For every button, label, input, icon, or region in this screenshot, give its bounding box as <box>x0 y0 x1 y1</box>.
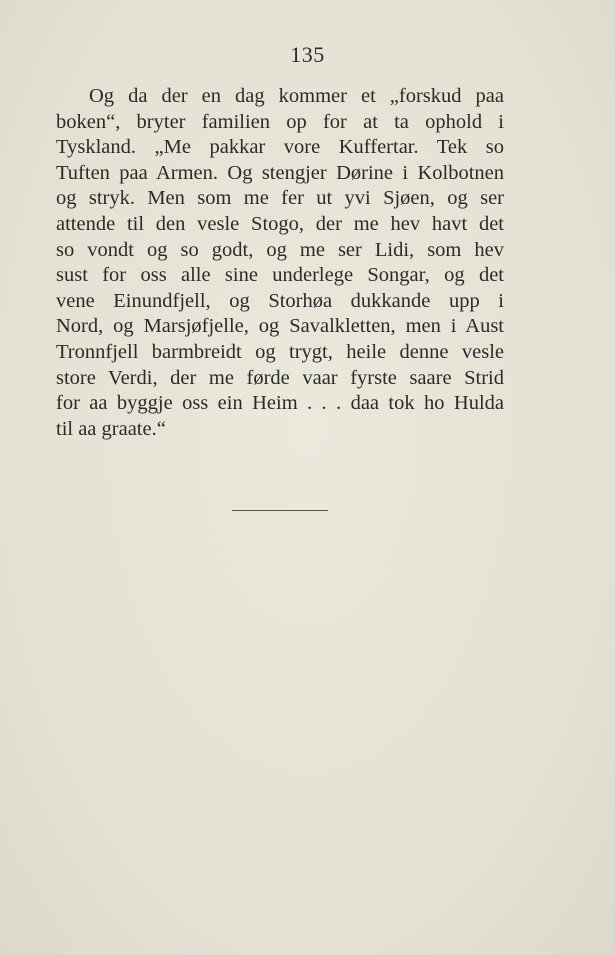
text-line: Tronnfjell barmbreidt og trygt, heile denne vesle <box>56 340 504 363</box>
body-paragraph <box>56 84 504 442</box>
text-line: sust for oss alle sine underlege Songar, og det <box>56 264 504 287</box>
text-line: so vondt og so godt, og me ser Lidi, som hev <box>56 238 504 261</box>
text-line: Nord, og Marsjøfjelle, og Savalkletten, men i Aust <box>56 315 504 338</box>
text-line: store Verdi, der me førde vaar fyrste saare Strid <box>56 366 504 389</box>
page-number: 135 <box>290 42 325 67</box>
text-line: boken“, bryter familien op for at ta ophold i <box>56 110 504 133</box>
text-line: Og da der en dag kommer et „forskud paa <box>89 85 504 107</box>
text-line: til aa graate.“ <box>56 417 166 440</box>
text-line: attende til den vesle Stogo, der me hev havt det <box>56 212 504 235</box>
text-line: Tuften paa Armen. Og stengjer Dørine i Kolbotnen <box>56 161 504 184</box>
section-divider <box>232 510 328 511</box>
text-line: og stryk. Men som me fer ut yvi Sjøen, og ser <box>56 187 504 210</box>
text-line: vene Einundfjell, og Storhøa dukkande upp i <box>56 289 504 312</box>
text-line: for aa byggje oss ein Heim . . . daa tok ho Hulda <box>56 392 504 415</box>
text-line: Tyskland. „Me pakkar vore Kuffertar. Tek so <box>56 136 504 159</box>
